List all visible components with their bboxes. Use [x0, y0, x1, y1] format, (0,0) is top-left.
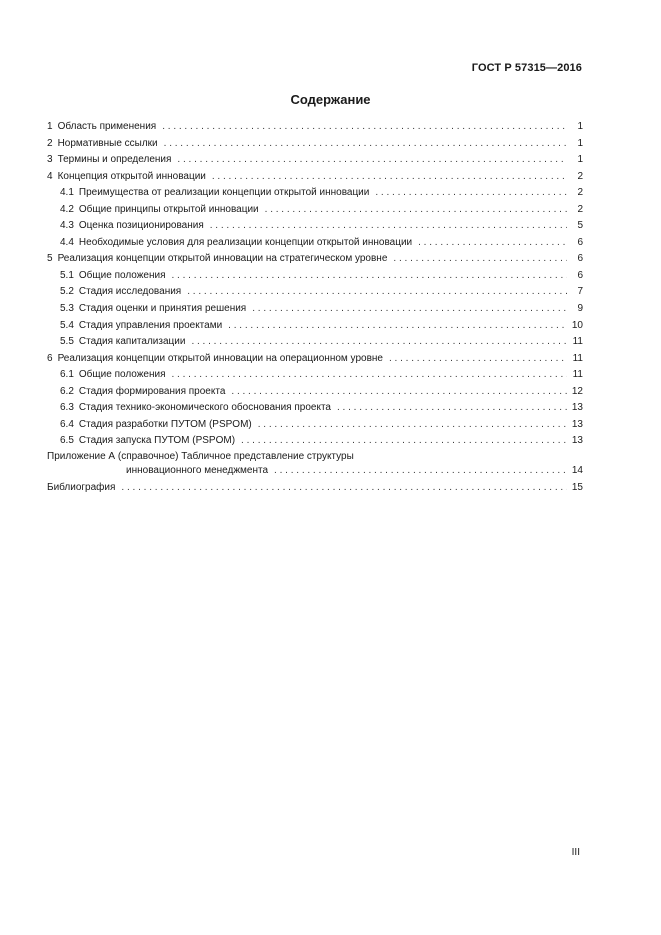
toc-entry-page: 14 — [571, 464, 583, 476]
toc-entry-title: Стадия оценки и принятия решения — [78, 303, 247, 315]
toc-entry-page: 6 — [577, 236, 583, 248]
toc-entry[interactable] — [47, 136, 583, 153]
toc-entry-title: Библиография — [47, 481, 116, 493]
toc-entry-page: 6 — [577, 253, 583, 265]
leader-dots — [172, 268, 568, 285]
toc-entry-number: 5.4 — [60, 319, 74, 331]
leader-dots — [172, 367, 568, 384]
leader-dots — [121, 480, 567, 497]
leader-dots — [393, 251, 567, 268]
toc-subentry[interactable] — [47, 367, 583, 384]
toc-entry-number: 4.1 — [60, 187, 74, 199]
toc-entry-title: Стадия разработки ПУТОМ (PSPOM) — [78, 418, 252, 430]
toc-entry-page: 11 — [572, 336, 583, 348]
leader-dots — [375, 185, 567, 202]
toc-entry-number: 5.3 — [60, 303, 74, 315]
toc-entry-number: 6.3 — [60, 402, 74, 414]
toc-subentry[interactable] — [47, 185, 583, 202]
toc-entry-title: Оценка позиционирования — [78, 220, 204, 232]
toc-entry-title: Необходимые условия для реализации концепции открытой инновации — [78, 236, 413, 248]
toc-entry[interactable] — [47, 251, 583, 268]
toc-entry-page: 15 — [571, 481, 583, 493]
leader-dots — [258, 417, 567, 434]
toc-subentry[interactable] — [47, 268, 583, 285]
leader-dots — [252, 301, 567, 318]
toc-entry-page: 13 — [571, 435, 583, 447]
toc-appendix-title[interactable]: Приложение А (справочное) Табличное представление структуры — [47, 450, 354, 462]
leader-dots — [418, 235, 567, 252]
toc-entry-page: 1 — [577, 137, 583, 149]
document-code: ГОСТ Р 57315—2016 — [471, 62, 582, 74]
toc-entry-number: 6.1 — [60, 369, 74, 381]
toc-entry-title: Реализация концепции открытой инновации на операционном уровне — [57, 352, 383, 364]
toc-entry-title: Общие положения — [78, 269, 166, 281]
toc-entry-page: 6 — [577, 269, 583, 281]
toc-entry-title: Стадия запуска ПУТОМ (PSPOM) — [78, 435, 236, 447]
toc-entry[interactable] — [47, 119, 583, 136]
leader-dots — [337, 400, 567, 417]
toc-entry-title: инновационного менеджмента — [126, 464, 269, 476]
toc-entry-number: 2 — [47, 137, 53, 149]
toc-subentry[interactable] — [47, 417, 583, 434]
toc-entry-page: 11 — [572, 352, 583, 364]
leader-dots — [231, 384, 567, 401]
toc-entry-page: 5 — [577, 220, 583, 232]
toc-entry-page: 7 — [577, 286, 583, 298]
toc-entry-page: 13 — [571, 402, 583, 414]
toc-subentry[interactable] — [47, 384, 583, 401]
toc-entry-number: 6.2 — [60, 385, 74, 397]
toc-subentry[interactable] — [47, 284, 583, 301]
toc-entry-number: 4 — [47, 170, 53, 182]
leader-dots — [191, 334, 567, 351]
toc-subentry[interactable] — [47, 334, 583, 351]
toc-entry-number: 4.4 — [60, 236, 74, 248]
toc-entry-number: 5 — [47, 253, 53, 265]
toc-bibliography-entry[interactable] — [47, 480, 583, 497]
toc-entry-number: 5.1 — [60, 269, 74, 281]
toc-appendix-entry[interactable] — [47, 464, 583, 480]
toc-entry-page: 13 — [571, 418, 583, 430]
toc-entry-title: Стадия управления проектами — [78, 319, 223, 331]
toc-entry-page: 1 — [577, 154, 583, 166]
toc-entry-title: Преимущества от реализации концепции открытой инновации — [78, 187, 370, 199]
leader-dots — [265, 202, 567, 219]
leader-dots — [164, 136, 567, 153]
toc-entry[interactable] — [47, 152, 583, 169]
toc-entry-page: 9 — [577, 303, 583, 315]
toc-subentry[interactable] — [47, 235, 583, 252]
toc-subentry[interactable] — [47, 433, 583, 450]
leader-dots — [241, 433, 567, 450]
toc-entry-title: Нормативные ссылки — [57, 137, 158, 149]
toc-subentry[interactable] — [47, 400, 583, 417]
toc-entry-number: 5.2 — [60, 286, 74, 298]
toc-entry-title: Концепция открытой инновации — [57, 170, 206, 182]
toc-entry-title: Стадия формирования проекта — [78, 385, 226, 397]
toc-subentry[interactable] — [47, 202, 583, 219]
toc-entry-number: 3 — [47, 154, 53, 166]
toc-entry-page: 11 — [572, 369, 583, 381]
toc-entry-number: 6.4 — [60, 418, 74, 430]
toc-entry-page: 2 — [577, 170, 583, 182]
leader-dots — [228, 318, 567, 335]
toc-entry-number: 4.2 — [60, 203, 74, 215]
toc-entry-title: Общие положения — [78, 369, 166, 381]
toc-entry-number: 6.5 — [60, 435, 74, 447]
toc-entry-title: Область применения — [57, 121, 157, 132]
toc-entry-page: 2 — [577, 203, 583, 215]
table-of-contents — [47, 119, 583, 496]
leader-dots — [162, 119, 567, 136]
leader-dots — [187, 284, 567, 301]
toc-entry-title: Реализация концепции открытой инновации на стратегическом уровне — [57, 253, 388, 265]
leader-dots — [177, 152, 567, 169]
toc-entry-title: Общие принципы открытой инновации — [78, 203, 259, 215]
leader-dots — [210, 218, 567, 235]
leader-dots — [212, 169, 567, 186]
toc-subentry[interactable] — [47, 218, 583, 235]
toc-entry-number: 5.5 — [60, 336, 74, 348]
toc-entry-number: 6 — [47, 352, 53, 364]
toc-entry-title: Термины и определения — [57, 154, 172, 166]
toc-entry-title: Стадия капитализации — [78, 336, 186, 348]
toc-entry-number: 1 — [47, 121, 53, 132]
toc-entry-title: Стадия технико-экономического обоснования проекта — [78, 402, 331, 414]
leader-dots — [274, 464, 567, 478]
toc-entry-page: 10 — [571, 319, 583, 331]
toc-entry-title: Стадия исследования — [78, 286, 182, 298]
toc-entry-page: 12 — [571, 385, 583, 397]
page-title: Содержание — [290, 92, 371, 107]
toc-subentry[interactable] — [47, 301, 583, 318]
toc-entry[interactable] — [47, 169, 583, 186]
toc-entry[interactable] — [47, 351, 583, 368]
leader-dots — [389, 351, 567, 368]
toc-entry-page: 2 — [577, 187, 583, 199]
toc-entry-number: 4.3 — [60, 220, 74, 232]
page-number: III — [571, 847, 580, 858]
toc-entry-page: 1 — [577, 121, 583, 132]
toc-subentry[interactable] — [47, 318, 583, 335]
